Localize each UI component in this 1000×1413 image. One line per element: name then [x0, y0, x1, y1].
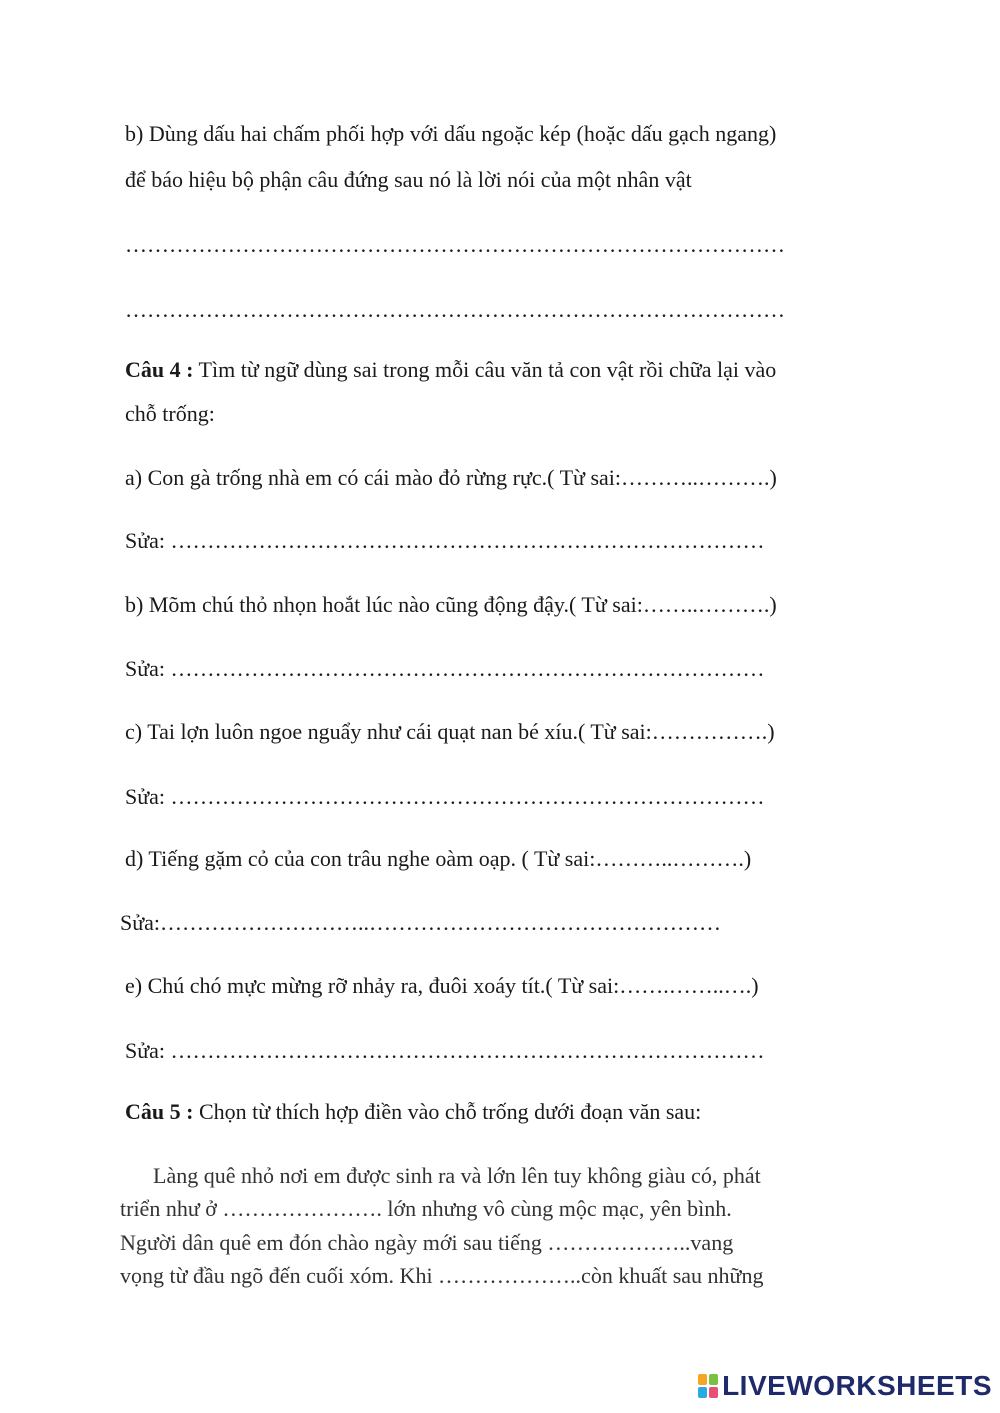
- logo-square-3: [698, 1387, 707, 1398]
- q5-passage-line-4: vọng từ đầu ngõ đến cuối xóm. Khi ………………..còn khuất sau những: [120, 1263, 764, 1288]
- logo-text: LIVEWORKSHEETS: [722, 1370, 992, 1401]
- q4-prompt-text: Tìm từ ngữ dùng sai trong mỗi câu văn tả con vật rồi chữa lại vào: [193, 357, 777, 382]
- logo-icon: [698, 1374, 718, 1398]
- liveworksheets-logo: [698, 1369, 992, 1403]
- logo-square-1: [698, 1374, 707, 1385]
- q5-label: Câu 5 :: [125, 1099, 194, 1124]
- q4-item-d-sentence: d) Tiếng gặm cỏ của con trâu nghe oàm oạp. ( Từ sai:………..……….): [125, 846, 752, 871]
- q4-prompt-line-1: [125, 356, 776, 384]
- q4-item-e-fix[interactable]: Sửa: ………………………………………………………………………: [125, 1038, 765, 1063]
- logo-square-2: [709, 1374, 718, 1385]
- q4-label: Câu 4 :: [125, 357, 194, 382]
- logo-square-4: [709, 1387, 718, 1398]
- answer-line-1[interactable]: ………………………………………………………………………………: [125, 232, 785, 257]
- q5-passage-line-1: Làng quê nhỏ nơi em được sinh ra và lớn lên tuy không giàu có, phát: [120, 1163, 761, 1188]
- q5-passage-line-3: Người dân quê em đón chào ngày mới sau tiếng ………………..vang: [120, 1230, 734, 1255]
- section-b-line-1: b) Dùng dấu hai chấm phối hợp với dấu ngoặc kép (hoặc dấu gạch ngang): [125, 121, 777, 146]
- q4-item-a-sentence: a) Con gà trống nhà em có cái mào đỏ rừng rực.( Từ sai:………..……….): [125, 465, 777, 490]
- section-b-line-2: để báo hiệu bộ phận câu đứng sau nó là lời nói của một nhân vật: [125, 167, 692, 192]
- answer-line-2[interactable]: ………………………………………………………………………………: [125, 297, 785, 322]
- q5-prompt: [125, 1098, 701, 1126]
- q5-prompt-text: Chọn từ thích hợp điền vào chỗ trống dưới đoạn văn sau:: [193, 1099, 702, 1124]
- q4-item-b-sentence: b) Mõm chú thỏ nhọn hoắt lúc nào cũng động đậy.( Từ sai:……..……….): [125, 592, 777, 617]
- q4-item-d-fix[interactable]: Sửa:………………………..…………………………………………: [120, 910, 722, 935]
- q4-item-c-sentence: c) Tai lợn luôn ngoe nguẩy như cái quạt nan bé xíu.( Từ sai:…………….): [125, 719, 775, 744]
- q5-passage-line-2: triển như ở …………………. lớn nhưng vô cùng mộc mạc, yên bình.: [120, 1196, 732, 1221]
- q4-item-e-sentence: e) Chú chó mực mừng rỡ nhảy ra, đuôi xoáy tít.( Từ sai:…….……..….): [125, 973, 759, 998]
- q4-prompt-line-2: chỗ trống:: [125, 401, 215, 426]
- q4-item-a-fix[interactable]: Sửa: ………………………………………………………………………: [125, 528, 765, 553]
- q4-item-b-fix[interactable]: Sửa: ………………………………………………………………………: [125, 656, 765, 681]
- q4-item-c-fix[interactable]: Sửa: ………………………………………………………………………: [125, 784, 765, 809]
